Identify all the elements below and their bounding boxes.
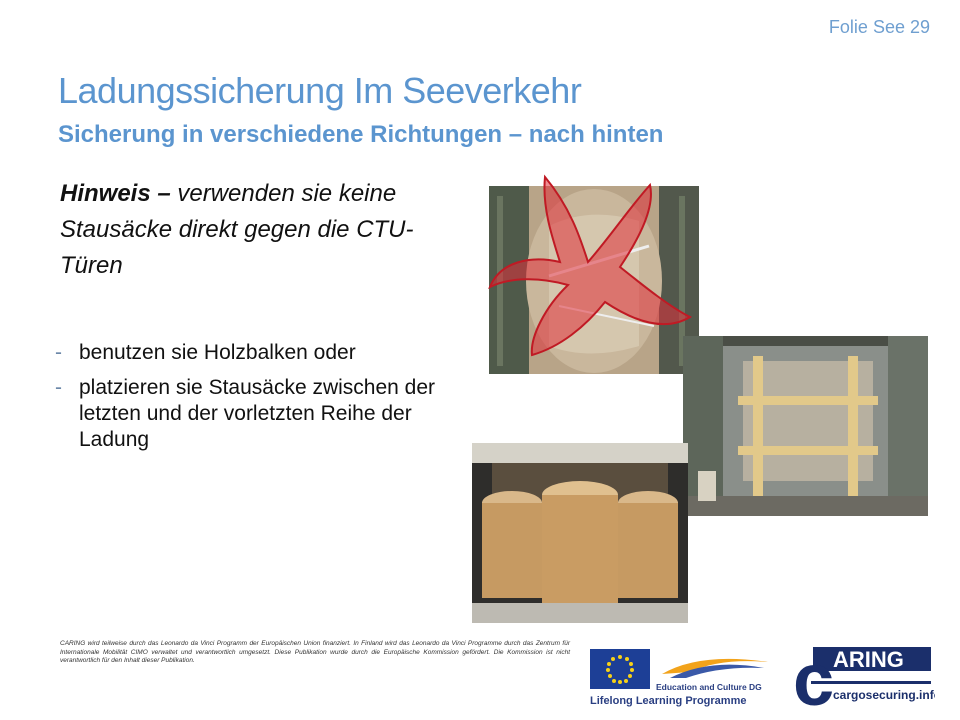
footer-disclaimer: CARING wird teilweise durch das Leonardo da Vinci Programm der Europäischen Union finanziert. In Finland wird das Leonardo da Vinci Programme durch das Zentrum für Internationale Mobilität CIMO verwaltet und verantwortlich umgesetzt. Diese Publikation wurde durch die Europäische Kommission gefördert. Die Kommission ist nicht verantwortlich für den Inhalt dieser Publikation. [60, 640, 570, 664]
photo-wooden-beams [683, 336, 928, 516]
llp-label: Lifelong Learning Programme [590, 695, 747, 707]
slide-number: Folie See 29 [828, 17, 930, 37]
bullet-item [55, 375, 435, 453]
hint-body: verwenden sie keine Stausäcke direkt gegen die CTU-Türen [60, 180, 414, 279]
bullet-list [55, 340, 435, 462]
slide-title: Ladungssicherung Im Seeverkehr [58, 70, 582, 111]
caring-word: ARING [833, 647, 904, 672]
eu-stars-icon [590, 649, 650, 689]
caring-letter-c: c [793, 638, 835, 715]
eu-flag-logo [590, 649, 650, 689]
wooden-beams-image [683, 336, 928, 516]
hint-label: Hinweis – [60, 180, 171, 207]
bullet-item [55, 340, 435, 366]
bullet-text: platzieren sie Stausäcke zwischen der letzten und der vorletzten Reihe der Ladung [79, 376, 436, 451]
photo-paper-rolls [472, 443, 688, 623]
hint-text [60, 176, 440, 284]
bullet-marker: - [55, 341, 62, 364]
cross-mark-icon [480, 167, 695, 357]
caring-logo-graphic [775, 633, 935, 715]
paper-rolls-image [472, 443, 688, 623]
caring-logo [775, 633, 935, 715]
caring-url: cargosecuring.info [833, 688, 935, 702]
swoosh-logo-icon [660, 652, 770, 680]
slide-subtitle: Sicherung in verschiedene Richtungen – nach hinten [58, 121, 664, 148]
edu-culture-label: Education and Culture DG [656, 682, 762, 692]
bullet-text: benutzen sie Holzbalken oder [79, 341, 356, 364]
bullet-marker: - [55, 376, 62, 399]
